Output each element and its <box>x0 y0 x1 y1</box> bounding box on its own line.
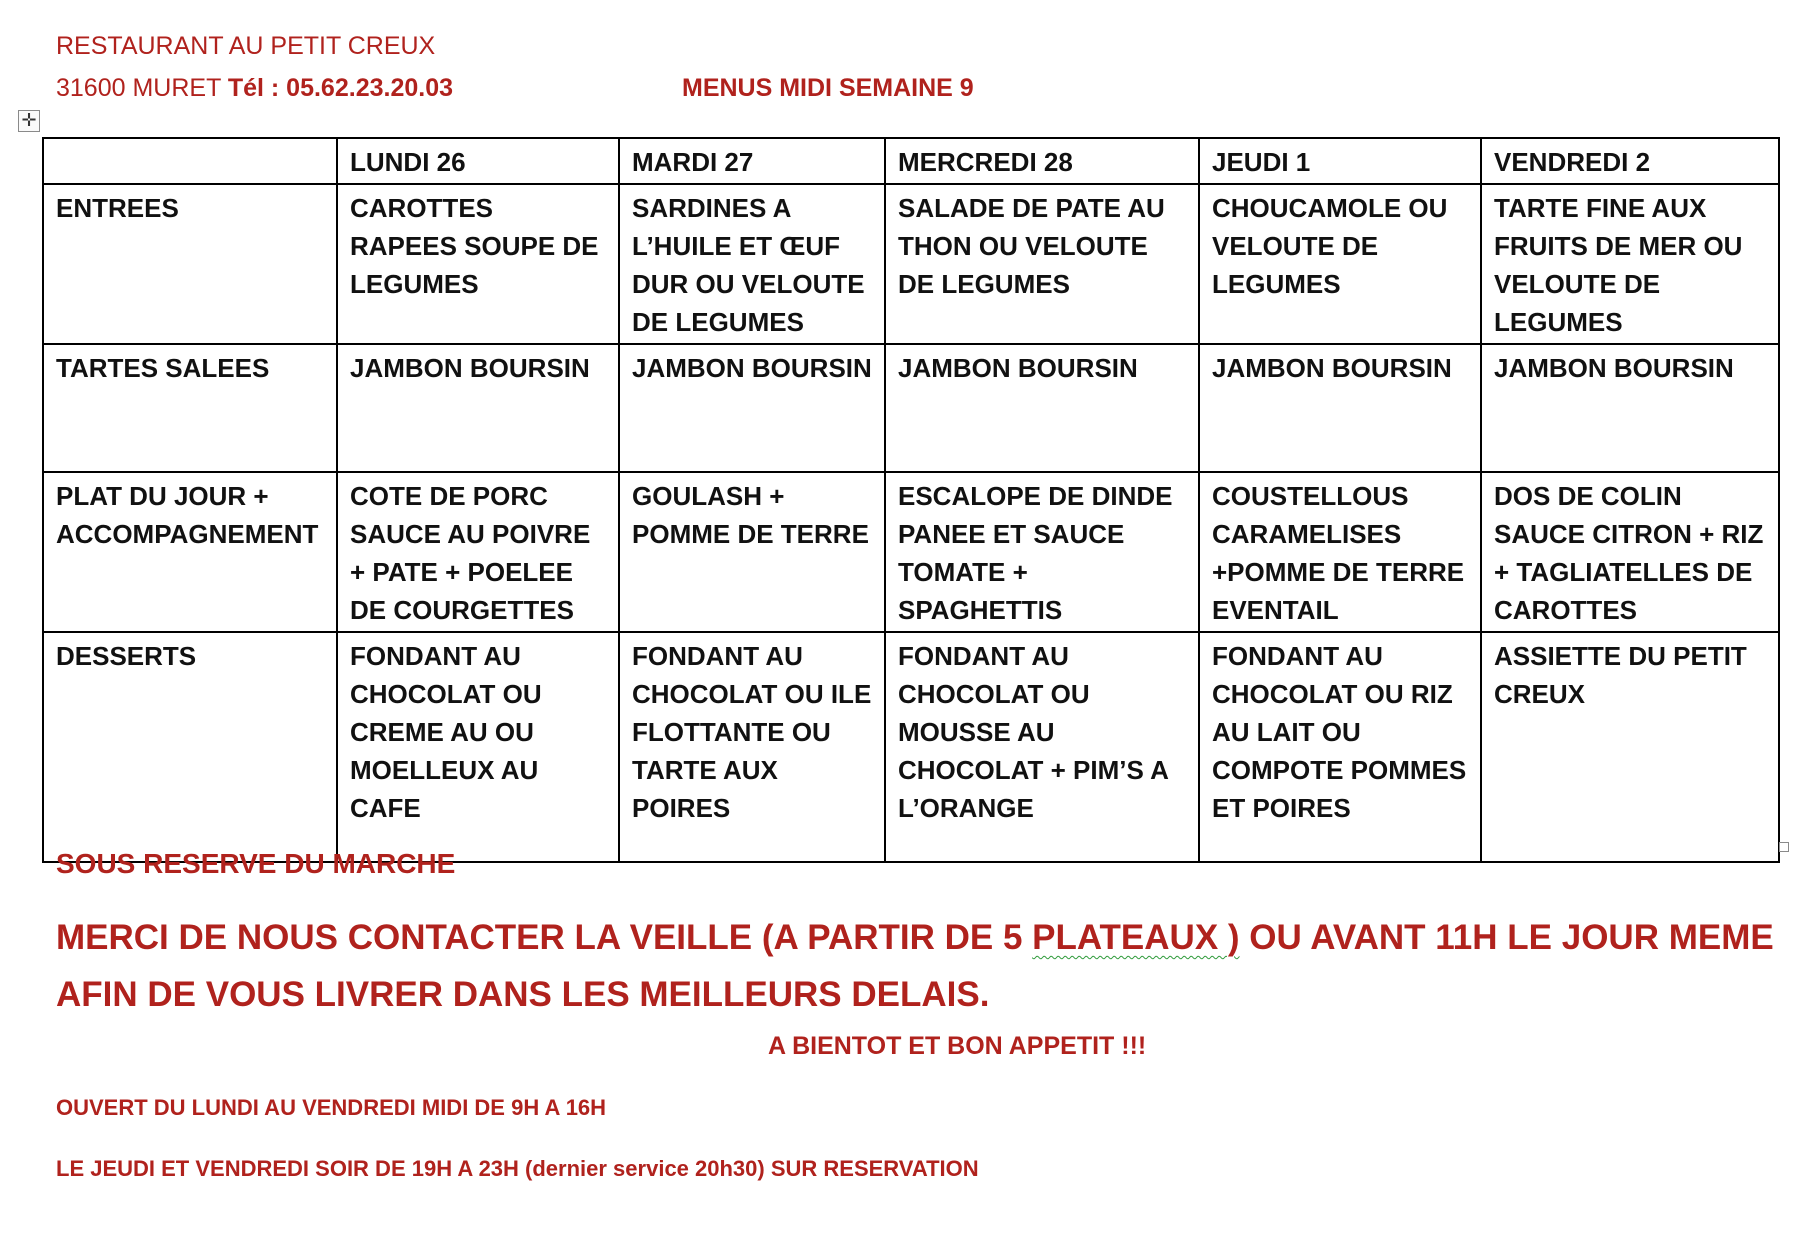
day-header: JEUDI 1 <box>1199 138 1481 184</box>
day-header: VENDREDI 2 <box>1481 138 1779 184</box>
menu-table <box>42 137 1780 863</box>
row-label: DESSERTS <box>43 632 337 862</box>
contact-text-c: OU AVANT 11H LE JOUR MEME <box>1239 918 1774 957</box>
menu-cell: FONDANT AU CHOCOLAT OU CREME AU OU MOELLEUX AU CAFE <box>337 632 619 862</box>
contact-line-2: AFIN DE VOUS LIVRER DANS LES MEILLEURS DELAIS. <box>56 975 990 1014</box>
menu-cell: GOULASH + POMME DE TERRE <box>619 472 885 632</box>
menu-cell: JAMBON BOURSIN <box>619 344 885 472</box>
opening-hours-line-2: LE JEUDI ET VENDREDI SOIR DE 19H A 23H (dernier service 20h30) SUR RESERVATION <box>56 1156 979 1181</box>
menu-cell: JAMBON BOURSIN <box>885 344 1199 472</box>
table-row <box>43 472 1779 632</box>
menu-cell: COUSTELLOUS CARAMELISES +POMME DE TERRE EVENTAIL <box>1199 472 1481 632</box>
row-label: PLAT DU JOUR + ACCOMPAGNEMENT <box>43 472 337 632</box>
table-row <box>43 184 1779 344</box>
phone-text: Tél : 05.62.23.20.03 <box>227 74 454 102</box>
menu-cell: JAMBON BOURSIN <box>337 344 619 472</box>
menu-cell: JAMBON BOURSIN <box>1481 344 1779 472</box>
resize-handle-icon[interactable] <box>1779 842 1789 852</box>
address-phone-line <box>56 74 453 103</box>
menu-cell: TARTE FINE AUX FRUITS DE MER OU VELOUTE DE LEGUMES <box>1481 184 1779 344</box>
spellcheck-flagged-text: PLATEAUX ) <box>1032 918 1240 957</box>
menu-cell: CAROTTES RAPEES SOUPE DE LEGUMES <box>337 184 619 344</box>
table-header-row <box>43 138 1779 184</box>
opening-hours-line-1: OUVERT DU LUNDI AU VENDREDI MIDI DE 9H A 16H <box>56 1095 607 1120</box>
menu-cell: FONDANT AU CHOCOLAT OU RIZ AU LAIT OU COMPOTE POMMES ET POIRES <box>1199 632 1481 862</box>
menu-cell: COTE DE PORC SAUCE AU POIVRE + PATE + POELEE DE COURGETTES <box>337 472 619 632</box>
table-row <box>43 344 1779 472</box>
menu-cell: ASSIETTE DU PETIT CREUX <box>1481 632 1779 862</box>
menu-cell: ESCALOPE DE DINDE PANEE ET SAUCE TOMATE + SPAGHETTIS <box>885 472 1199 632</box>
menu-cell: JAMBON BOURSIN <box>1199 344 1481 472</box>
restaurant-name: RESTAURANT AU PETIT CREUX <box>56 32 436 60</box>
menu-title: MENUS MIDI SEMAINE 9 <box>682 74 974 102</box>
contact-text-a: MERCI DE NOUS CONTACTER LA VEILLE (A PARTIR DE 5 <box>56 918 1033 957</box>
menu-cell: FONDANT AU CHOCOLAT OU MOUSSE AU CHOCOLAT + PIM’S A L’ORANGE <box>885 632 1199 862</box>
reserve-note: SOUS RESERVE DU MARCHE <box>56 848 456 879</box>
menu-cell: CHOUCAMOLE OU VELOUTE DE LEGUMES <box>1199 184 1481 344</box>
menu-cell: SARDINES A L’HUILE ET ŒUF DUR OU VELOUTE DE LEGUMES <box>619 184 885 344</box>
day-header: MARDI 27 <box>619 138 885 184</box>
table-row <box>43 632 1779 862</box>
menu-cell: DOS DE COLIN SAUCE CITRON + RIZ + TAGLIATELLES DE CAROTTES <box>1481 472 1779 632</box>
city-text: 31600 MURET <box>56 74 228 102</box>
bientot-text: A BIENTOT ET BON APPETIT !!! <box>768 1032 1147 1060</box>
day-header: MERCREDI 28 <box>885 138 1199 184</box>
move-arrows-icon[interactable]: ✛ <box>18 110 40 132</box>
menu-cell: FONDANT AU CHOCOLAT OU ILE FLOTTANTE OU TARTE AUX POIRES <box>619 632 885 862</box>
menu-cell: SALADE DE PATE AU THON OU VELOUTE DE LEGUMES <box>885 184 1199 344</box>
contact-line-1 <box>56 918 1774 958</box>
day-header: LUNDI 26 <box>337 138 619 184</box>
header-corner-cell <box>43 138 337 184</box>
row-label: ENTREES <box>43 184 337 344</box>
row-label: TARTES SALEES <box>43 344 337 472</box>
